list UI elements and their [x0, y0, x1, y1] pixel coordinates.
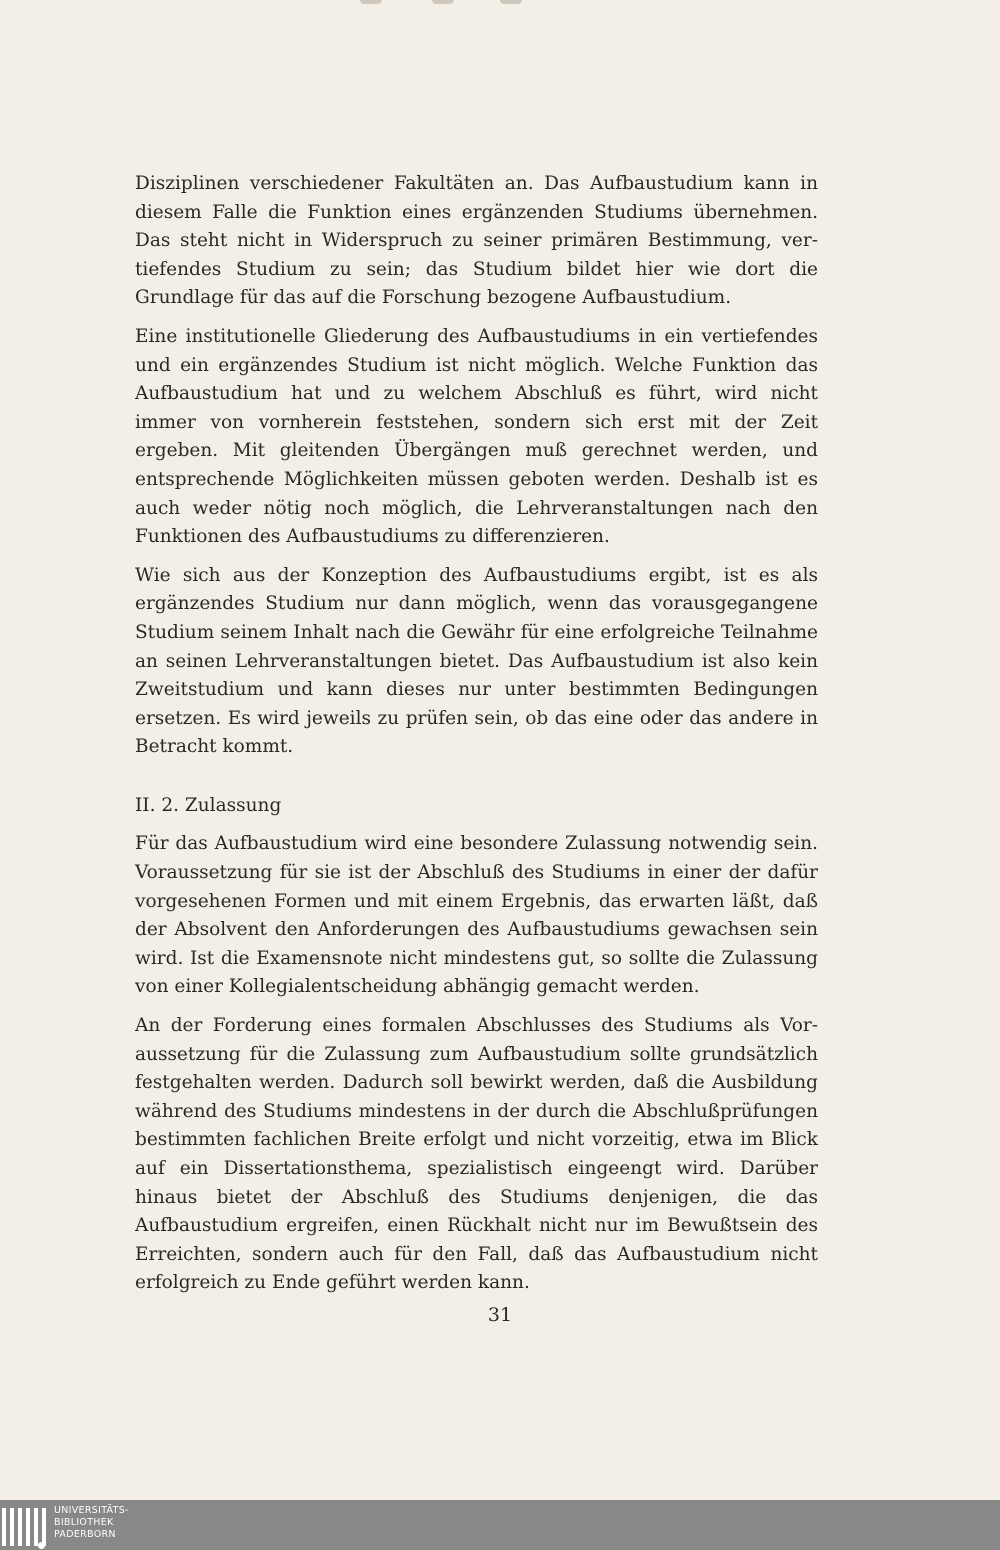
top-edge-mark	[500, 0, 522, 4]
top-edge-mark	[360, 0, 382, 4]
library-name	[54, 1505, 129, 1541]
page-number: 31	[487, 1304, 513, 1326]
paragraph: Wie sich aus der Konzeption des Aufbaustudiums ergibt, ist es als ergänzendes Studium nur dann möglich, wenn das vorausgegangene Studium seinem Inhalt nach die Gewähr für eine erfolgreiche Teilnahme an seinen Lehrveranstaltungen bietet. Das Aufbaustudium ist also kein Zweitstudium und kann dieses nur unter bestimmten Bedingungen ersetzen. Es wird jeweils zu prüfen sein, ob das eine oder das andere in Betracht kommt.	[135, 564, 818, 758]
library-name-line: UNIVERSITÄTS-	[54, 1505, 129, 1516]
library-footer-bar	[0, 1500, 1000, 1550]
paragraph: An der Forderung eines formalen Abschlusses des Studiums als Voraussetzung für die Zulassung zum Aufbaustudium sollte grundsätzlich festgehalten werden. Dadurch soll bewirkt werden, daß die Ausbildung während des Studiums mindestens in der durch die Abschlußprüfungen bestimmten fachlichen Breite erfolgt und nicht vorzeitig, etwa im Blick auf ein Dissertationsthema, spezialistisch eingeengt wird. Darüber hinaus bietet der Abschluß des Studiums denjenigen, die das Aufbaustudium ergreifen, einen Rückhalt nicht nur im Bewußtsein des Erreichten, sondern auch für den Fall, daß das Aufbaustudium nicht erfolgreich zu Ende geführt werden kann.	[135, 1015, 818, 1294]
paragraph: Disziplinen verschiedener Fakultäten an. Das Aufbaustudium kann in diesem Falle die Funktion eines ergänzenden Studiums übernehmen. Das steht nicht in Widerspruch zu seiner primären Bestimmung, vertiefendes Studium zu sein; das Studium bildet hier wie dort die Grundlage für das auf die Forschung bezogene Aufbaustudium.	[135, 173, 818, 309]
top-edge-mark	[432, 0, 454, 4]
library-name-line: BIBLIOTHEK	[54, 1517, 114, 1528]
body-text	[135, 170, 818, 1308]
logo-dot-icon	[38, 1542, 45, 1549]
paragraph: Für das Aufbaustudium wird eine besondere Zulassung notwendig sein. Voraussetzung für sie ist der Abschluß des Studiums in einer der dafür vorgesehenen Formen und mit einem Ergebnis, das erwarten läßt, daß der Absolvent den Anforderungen des Aufbaustudiums gewachsen sein wird. Ist die Examensnote nicht mindestens gut, so sollte die Zulassung von einer Kollegialentscheidung abhängig gemacht werden.	[135, 833, 818, 998]
library-logo-icon	[2, 1508, 46, 1546]
paragraph: Eine institutionelle Gliederung des Aufbaustudiums in ein vertiefendes und ein ergänzendes Studium ist nicht möglich. Welche Funktion das Aufbaustudium hat und zu welchem Abschluß es führt, wird nicht immer von vornherein feststehen, sondern sich erst mit der Zeit ergeben. Mit gleitenden Übergängen muß gerechnet werden, und entsprechende Möglichkeiten müssen geboten werden. Deshalb ist es auch weder nötig noch möglich, die Lehrveranstaltungen nach den Funktionen des Aufbaustudiums zu differenzieren.	[135, 325, 818, 548]
section-heading: II. 2. Zulassung	[135, 794, 282, 816]
library-name-line: PADERBORN	[54, 1529, 116, 1540]
